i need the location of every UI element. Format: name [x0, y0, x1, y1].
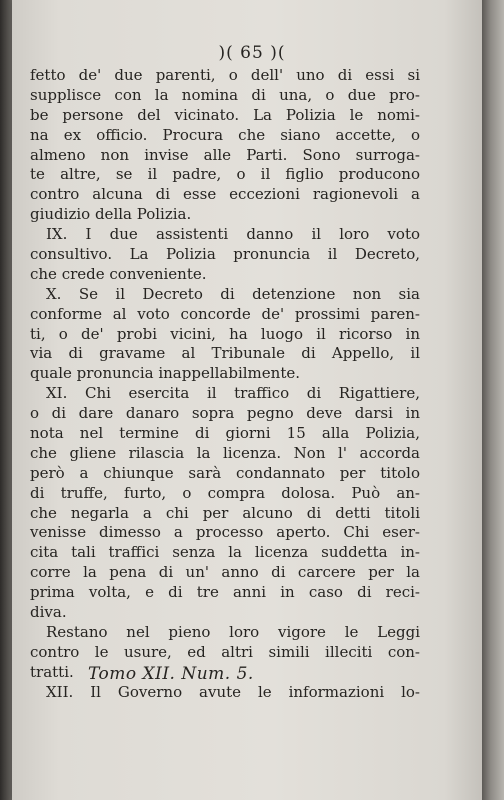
text-line: be persone del vicinato. La Polizia le nomi- [30, 105, 420, 124]
text-line: te altre, se il padre, o il figlio producono [30, 165, 420, 184]
text-line: X. Se il Decreto di detenzione non sia [46, 284, 420, 303]
text-line: contro alcuna di esse eccezioni ragionevoli a [30, 185, 420, 204]
text-line: ti, o de' probi vicini, ha luogo il ricorso in [30, 324, 420, 343]
text-line: na ex officio. Procura che siano accette, o [30, 125, 420, 144]
text-line: fetto de' due parenti, o dell' uno di essi si [30, 66, 420, 84]
text-line: che gliene rilascia la licenza. Non l' accorda [30, 443, 420, 462]
text-line: XII. Il Governo avute le informazioni lo- [46, 682, 420, 701]
text-line: tratti. [30, 662, 74, 681]
text-line: giudizio della Polizia. [30, 205, 192, 224]
text-line: corre la pena di un' anno di carcere per la [30, 563, 420, 582]
text-line: contro le usure, ed altri simili illeciti con- [30, 642, 420, 661]
page-body-text [30, 66, 420, 703]
text-line: di truffe, furto, o compra dolosa. Può an- [30, 483, 420, 502]
text-line: consultivo. La Polizia pronuncia il Decreto, [30, 245, 420, 264]
text-line: o di dare danaro sopra pegno deve darsi in [30, 404, 420, 423]
text-line: Restano nel pieno loro vigore le Leggi [46, 622, 420, 641]
volume-signature: Tomo XII. Num. 5. [88, 664, 254, 684]
text-line: conforme al voto concorde de' prossimi paren- [30, 304, 420, 323]
text-line: almeno non invise alle Parti. Sono surroga- [30, 145, 420, 164]
text-line: via di gravame al Tribunale di Appello, il [30, 344, 420, 363]
text-line: cita tali traffici senza la licenza suddetta in- [30, 543, 420, 562]
text-line: IX. I due assistenti danno il loro voto [46, 225, 420, 244]
page-right-edge [482, 0, 504, 800]
text-line: venisse dimesso a processo aperto. Chi eser- [30, 523, 420, 542]
text-line: però a chiunque sarà condannato per titolo [30, 463, 420, 482]
text-line: XI. Chi esercita il traffico di Rigattiere, [46, 384, 420, 403]
text-line: che negarla a chi per alcuno di detti titoli [30, 503, 420, 522]
text-line: nota nel termine di giorni 15 alla Polizia, [30, 424, 420, 443]
text-line: diva. [30, 603, 67, 622]
text-line: quale pronuncia inappellabilmente. [30, 364, 300, 383]
text-line: prima volta, e di tre anni in caso di reci- [30, 583, 420, 602]
page-number-header: )( 65 )( [218, 43, 286, 63]
text-line: che crede conveniente. [30, 264, 207, 283]
text-line: supplisce con la nomina di una, o due pro- [30, 85, 420, 104]
